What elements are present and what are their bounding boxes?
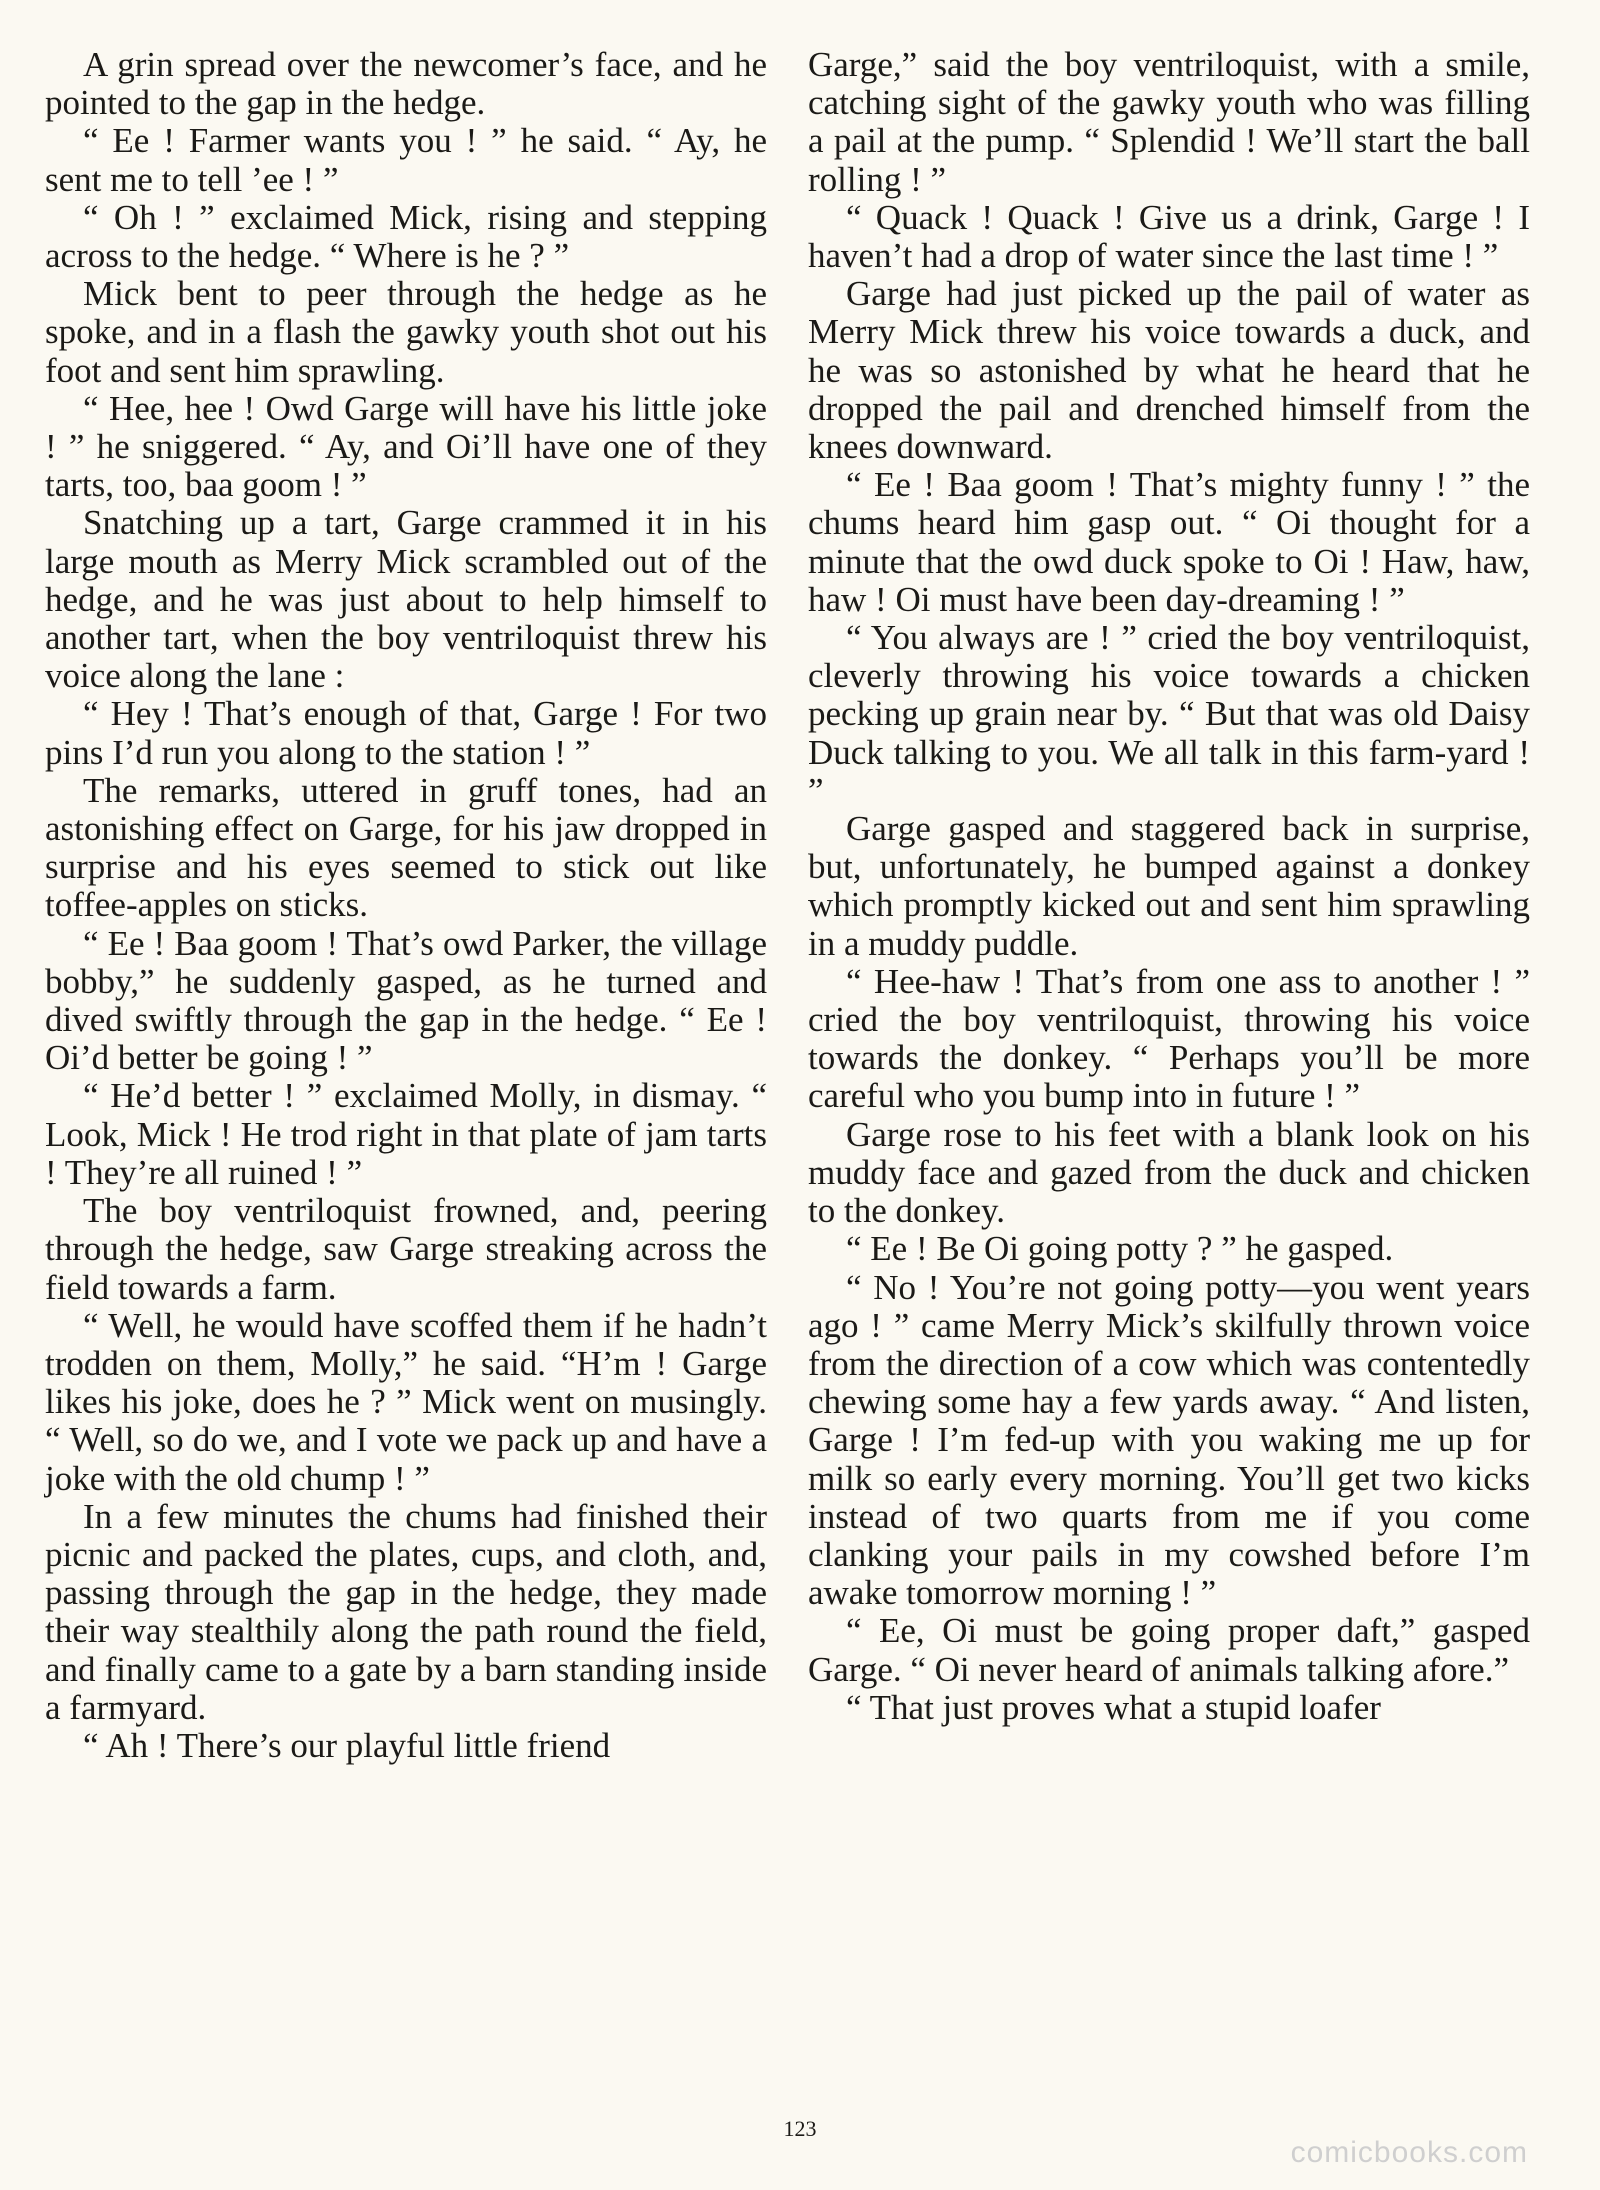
paragraph: “ Oh ! ” exclaimed Mick, rising and stepping across to the hedge. “ Where is he ? ” [45, 197, 767, 276]
paragraph: Garge gasped and staggered back in surprise, but, unfortunately, he bumped against a donkey which promptly kicked out and sent him sprawling in a muddy puddle. [808, 809, 1530, 963]
paragraph: “ That just proves what a stupid loafer [846, 1687, 1381, 1727]
paragraph: Garge had just picked up the pail of water as Merry Mick threw his voice towards a duck, and he was so astonished by what he heard that he dropped the pail and drenched himself from the knees downward. [808, 274, 1530, 467]
paragraph: “ Quack ! Quack ! Give us a drink, Garge ! I haven’t had a drop of water since the last time ! ” [808, 197, 1530, 276]
paragraph: “ You always are ! ” cried the boy ventriloquist, cleverly throwing his voice towards a chicken pecking up grain near by. “ But that was old Daisy Duck talking to you. We all talk in this farm-yard ! ” [808, 618, 1530, 810]
paragraph: Snatching up a tart, Garge crammed it in his large mouth as Merry Mick scrambled out of the hedge, and he was just about to help himself to another tart, when the boy ventriloquist threw his voice along the lane : [45, 503, 767, 696]
right-column [808, 46, 1530, 1727]
page-number: 123 [783, 2116, 817, 2141]
paragraph: “ Ee ! Baa goom ! That’s mighty funny ! ” the chums heard him gasp out. “ Oi thought for a minute that the owd duck spoke to Oi ! Haw, haw, haw ! Oi must have been day-dreaming ! ” [808, 465, 1530, 619]
paragraph: Garge rose to his feet with a blank look on his muddy face and gazed from the duck and chicken to the donkey. [808, 1114, 1530, 1231]
paragraph: “ Ee ! Baa goom ! That’s owd Parker, the village bobby,” he suddenly gasped, as he turned and dived swiftly through the gap in the hedge. “ Ee ! Oi’d better be going ! ” [45, 923, 767, 1078]
paragraph: “ Ee, Oi must be going proper daft,” gasped Garge. “ Oi never heard of animals talking afore.” [808, 1611, 1530, 1689]
paragraph: A grin spread over the newcomer’s face, and he pointed to the gap in the hedge. [45, 45, 767, 123]
paragraph: Mick bent to peer through the hedge as he spoke, and in a flash the gawky youth shot out his foot and sent him sprawling. [45, 274, 767, 390]
paragraph: “ Hee, hee ! Owd Garge will have his little joke ! ” he sniggered. “ Ay, and Oi’ll have one of they tarts, too, baa goom ! ” [45, 388, 767, 505]
paragraph: The boy ventriloquist frowned, and, peering through the hedge, saw Garge streaking across the field towards a farm. [45, 1191, 767, 1307]
paragraph: “ Ah ! There’s our playful little friend [83, 1725, 611, 1765]
watermark: comicbooks.com [1290, 2136, 1528, 2169]
paragraph: “ No ! You’re not going potty—you went years ago ! ” came Merry Mick’s skilfully thrown voice from the direction of a cow which was contentedly chewing some hay a few yards away. “ And listen, Garge ! I’m fed-up with you waking me up for milk so early every morning. You’ll get two kicks instead of two quarts from me if you come clanking your pails in my cowshed before I’m awake tomorrow morning ! ” [808, 1267, 1530, 1613]
paragraph: In a few minutes the chums had finished their picnic and packed the plates, cups, and cloth, and, passing through the gap in the hedge, they made their way stealthily along the path round the field, and finally came to a gate by a barn standing inside a farmyard. [45, 1496, 767, 1727]
paragraph: “ He’d better ! ” exclaimed Molly, in dismay. “ Look, Mick ! He trod right in that plate of jam tarts ! They’re all ruined ! ” [45, 1076, 767, 1192]
left-column [45, 46, 767, 1765]
paragraph: “ Hee-haw ! That’s from one ass to another ! ” cried the boy ventriloquist, throwing his voice towards the donkey. “ Perhaps you’ll be more careful who you bump into in future ! ” [808, 961, 1530, 1116]
paragraph: The remarks, uttered in gruff tones, had an astonishing effect on Garge, for his jaw dropped in surprise and his eyes seemed to stick out like toffee-apples on sticks. [45, 770, 767, 925]
paragraph: “ Ee ! Be Oi going potty ? ” he gasped. [846, 1229, 1394, 1269]
paragraph-continued: Garge,” said the boy ventriloquist, with a smile, catching sight of the gawky youth who was filling a pail at the pump. “ Splendid ! We’ll start the ball rolling ! ” [808, 45, 1530, 199]
paragraph: “ Ee ! Farmer wants you ! ” he said. “ Ay, he sent me to tell ’ee ! ” [45, 121, 767, 199]
paragraph: “ Well, he would have scoffed them if he hadn’t trodden on them, Molly,” he said. “H’m ! Garge likes his joke, does he ? ” Mick went on musingly. “ Well, so do we, and I vote we pack up and have a joke with the old chump ! ” [45, 1305, 767, 1498]
paragraph: “ Hey ! That’s enough of that, Garge ! For two pins I’d run you along to the station ! ” [45, 694, 767, 772]
